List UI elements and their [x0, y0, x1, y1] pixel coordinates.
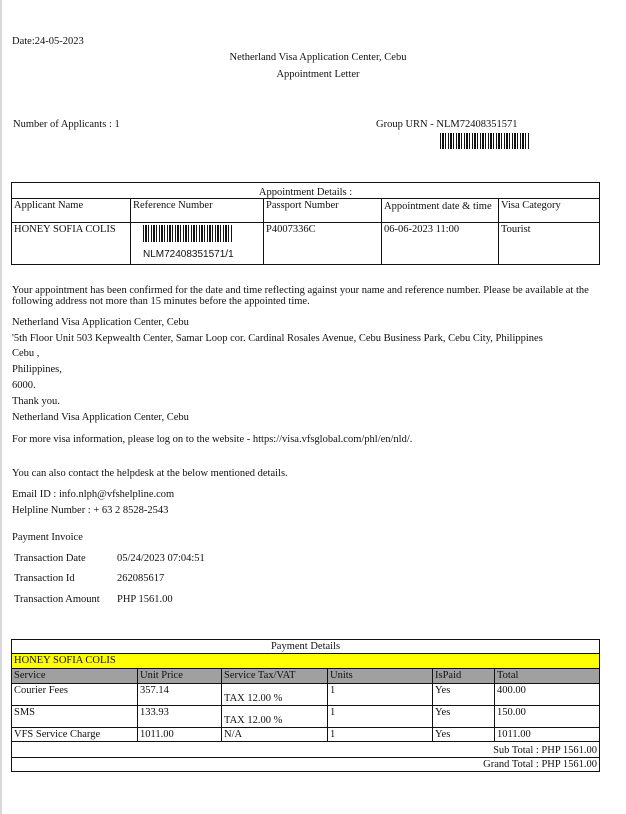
- table-row: [12, 684, 600, 706]
- invoice-label: Transaction Date: [14, 553, 86, 564]
- col-passport-number: Passport Number: [264, 199, 382, 223]
- col-appointment-datetime: Appointment date & time: [382, 199, 499, 223]
- total: 400.00: [495, 684, 600, 706]
- unit-price: 1011.00: [138, 728, 222, 742]
- invoice-value: 05/24/2023 07:04:51: [117, 553, 205, 564]
- table-row: [12, 706, 600, 728]
- invoice-title: Payment Invoice: [12, 532, 83, 543]
- grand-total: Grand Total : PHP 1561.00: [12, 758, 600, 772]
- address-line: 6000.: [12, 380, 36, 391]
- col-total: Total: [495, 669, 600, 684]
- invoice-value: PHP 1561.00: [117, 594, 173, 605]
- invoice-label: Transaction Amount: [14, 594, 100, 605]
- total: 1011.00: [495, 728, 600, 742]
- confirmation-text: Your appointment has been confirmed for the date and time reflecting against your name and reference number. Please be available at the following address not more than 15 minutes before the appointed time.: [12, 285, 589, 307]
- invoice-label: Transaction Id: [14, 573, 75, 584]
- invoice-value: 262085617: [117, 573, 165, 584]
- payment-title: Payment Details: [12, 640, 600, 654]
- service: Courier Fees: [12, 684, 138, 706]
- unit-price: 133.93: [138, 706, 222, 728]
- service: SMS: [12, 706, 138, 728]
- page-edge: [0, 0, 2, 814]
- col-visa-category: Visa Category: [499, 199, 600, 223]
- letter-subtitle: Appointment Letter: [276, 69, 360, 80]
- letter-title: Netherland Visa Application Center, Cebu: [229, 52, 407, 63]
- col-units: Units: [328, 669, 433, 684]
- appointment-datetime: 06-06-2023 11:00: [382, 223, 499, 265]
- payment-table: [11, 639, 600, 772]
- visa-category: Tourist: [499, 223, 600, 265]
- website-text: For more visa information, please log on to the website - https://visa.vfsglobal.com/phl/en/nld/.: [12, 434, 413, 445]
- address-line: Netherland Visa Application Center, Cebu: [12, 317, 189, 328]
- payment-applicant: HONEY SOFIA COLIS: [12, 654, 600, 669]
- is-paid: Yes: [433, 684, 495, 706]
- is-paid: Yes: [433, 706, 495, 728]
- letter-date: Date:24-05-2023: [12, 36, 84, 47]
- sub-total: Sub Total : PHP 1561.00: [12, 742, 600, 758]
- total: 150.00: [495, 706, 600, 728]
- address-line: Philippines,: [12, 364, 62, 375]
- thank-you: Thank you.: [12, 396, 60, 407]
- service: VFS Service Charge: [12, 728, 138, 742]
- signature-center: Netherland Visa Application Center, Cebu: [12, 412, 189, 423]
- is-paid: Yes: [433, 728, 495, 742]
- reference-number: NLM72408351571/1: [143, 249, 234, 260]
- group-barcode: [440, 133, 530, 149]
- units: 1: [328, 684, 433, 706]
- table-row: [12, 728, 600, 742]
- tax: N/A: [222, 728, 328, 742]
- unit-price: 357.14: [138, 684, 222, 706]
- reference-barcode: [143, 225, 233, 242]
- col-ispaid: IsPaid: [433, 669, 495, 684]
- applicant-name: HONEY SOFIA COLIS: [12, 223, 131, 265]
- address-line: '5th Floor Unit 503 Kepwealth Center, Samar Loop cor. Cardinal Rosales Avenue, Cebu Business Park, Cebu City, Philippines: [12, 333, 543, 344]
- group-urn: Group URN - NLM72408351571: [376, 119, 518, 130]
- col-applicant-name: Applicant Name: [12, 199, 131, 223]
- col-unit-price: Unit Price: [138, 669, 222, 684]
- applicant-count: Number of Applicants : 1: [13, 119, 120, 130]
- helpline-text: Helpline Number : + 63 2 8528-2543: [12, 505, 169, 516]
- helpdesk-text: You can also contact the helpdesk at the below mentioned details.: [12, 468, 288, 479]
- appointment-title: Appointment Details :: [12, 183, 600, 199]
- col-reference-number: Reference Number: [131, 199, 264, 223]
- tax: TAX 12.00 %: [222, 684, 328, 706]
- address-line: Cebu ,: [12, 348, 40, 359]
- units: 1: [328, 706, 433, 728]
- appointment-table: [11, 182, 600, 265]
- email-text: Email ID : info.nlph@vfshelpline.com: [12, 489, 175, 500]
- col-tax: Service Tax/VAT: [222, 669, 328, 684]
- tax: TAX 12.00 %: [222, 706, 328, 728]
- units: 1: [328, 728, 433, 742]
- col-service: Service: [12, 669, 138, 684]
- passport-number: P4007336C: [264, 223, 382, 265]
